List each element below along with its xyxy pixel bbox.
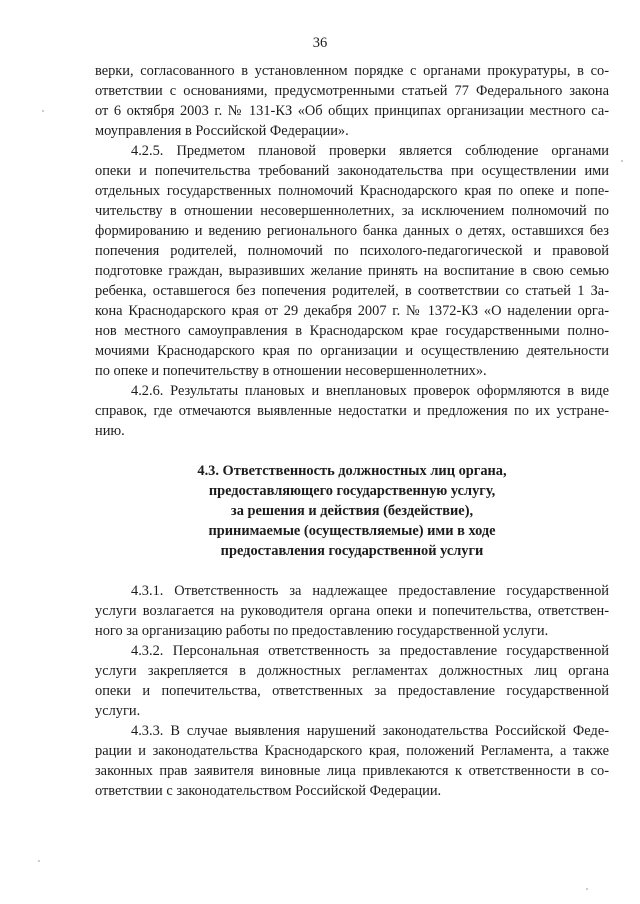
text-line: 4.2.5. Предметом плановой проверки является соблюдение органами (131, 143, 609, 159)
text-line: услуги. (95, 703, 141, 719)
page-number: 36 (312, 35, 328, 51)
text-line: моуправления в Российской Федерации». (95, 123, 349, 139)
text-line: чительству в отношении несовершеннолетних, за исключением полномочий по (95, 203, 609, 219)
text-line: справок, где отмечаются выявленные недостатки и предложения по их устране- (95, 403, 609, 419)
text-line: услуги закрепляется в должностных регламентах должностных лиц органа (95, 663, 609, 679)
text-line: ного за организацию работы по предоставлению государственной услуги. (95, 623, 549, 639)
text-line: законных прав заявителя виновные лица привлекаются к ответственности в со- (95, 763, 609, 779)
text-line: кона Краснодарского края от 29 декабря 2007 г. № 1372-КЗ «О наделении орга- (95, 303, 609, 319)
text-line: формированию и ведению регионального банка данных о детях, оставшихся без (95, 223, 609, 239)
section-heading: принимаемые (осуществляемые) ими в ходе (208, 523, 496, 539)
text-line: от 6 октября 2003 г. № 131-КЗ «Об общих принципах организации местного са- (95, 103, 609, 119)
text-line: мочиями Краснодарского края по организации и осуществлению деятельности (95, 343, 609, 359)
text-line: услуги возлагается на руководителя органа опеки и попечительства, ответствен- (95, 603, 609, 619)
text-line: рации и законодательства Краснодарского края, положений Регламента, а также (95, 743, 609, 759)
text-line: 4.2.6. Результаты плановых и внеплановых проверок оформляются в виде (131, 383, 609, 399)
text-line: 4.3.2. Персональная ответственность за предоставление государственной (131, 643, 609, 659)
scan-speck (38, 860, 40, 862)
scan-speck (586, 888, 588, 890)
text-line: попечения родителей, полномочий по психолого-педагогической и правовой (95, 243, 609, 259)
section-heading: 4.3. Ответственность должностных лиц органа, (197, 463, 507, 479)
text-line: 4.3.3. В случае выявления нарушений законодательства Российской Феде- (131, 723, 609, 739)
text-line: по опеке и попечительству в отношении несовершеннолетних». (95, 363, 487, 379)
text-line: ответствии с законодательством Российской Федерации. (95, 783, 442, 799)
scan-speck (621, 160, 623, 162)
text-line: нов местного самоуправления в Краснодарском крае государственными полно- (95, 323, 609, 339)
text-line: верки, согласованного в установленном порядке с органами прокуратуры, в со- (95, 63, 609, 79)
text-line: ребенка, оставшегося без попечения родителей, в соответствии со статьей 1 За- (95, 283, 609, 299)
text-line: 4.3.1. Ответственность за надлежащее предоставление государственной (131, 583, 609, 599)
section-heading: за решения и действия (бездействие), (230, 503, 474, 519)
text-line: ответствии с основаниями, предусмотренными статьей 77 Федерального закона (95, 83, 609, 99)
text-line: нию. (95, 423, 125, 439)
scan-speck (42, 110, 44, 112)
text-line: подготовке граждан, выразивших желание принять на воспитание в свою семью (95, 263, 609, 279)
text-line: опеки и попечительства, ответственных за предоставление государственной (95, 683, 609, 699)
section-heading: предоставляющего государственную услугу, (208, 483, 496, 499)
text-line: опеки и попечительства требований законодательства при осуществлении ими (95, 163, 609, 179)
section-heading: предоставления государственной услуги (220, 543, 484, 559)
text-line: отдельных государственных полномочий Краснодарского края по опеке и попе- (95, 183, 609, 199)
